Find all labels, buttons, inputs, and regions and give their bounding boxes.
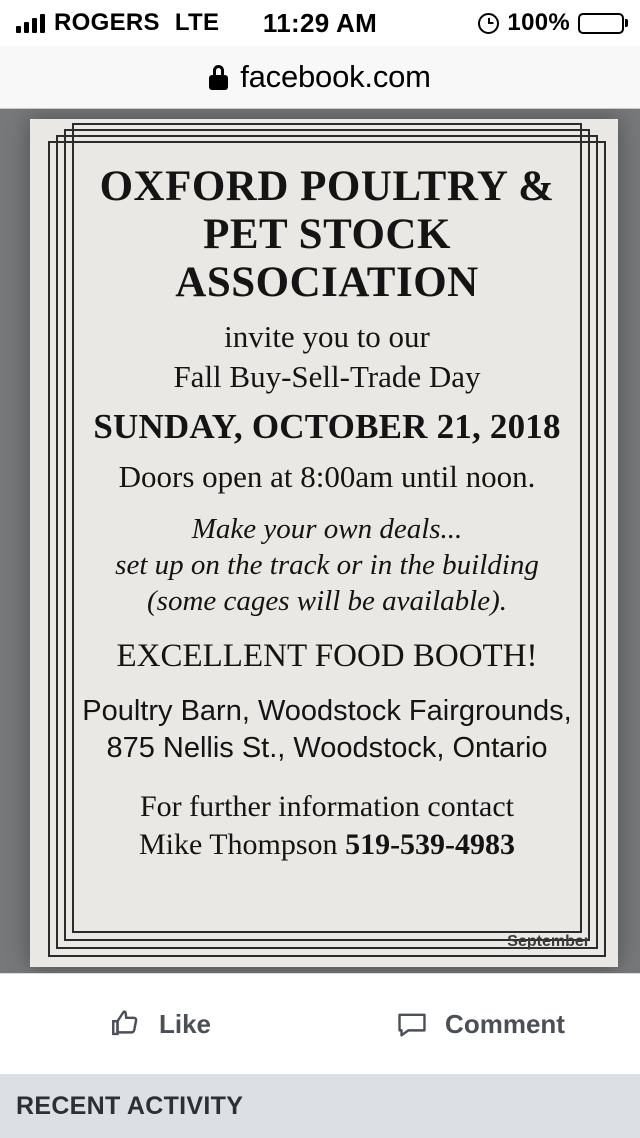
poster-contact-name: Mike Thompson	[138, 828, 346, 862]
comment-label: Comment	[445, 1008, 565, 1039]
poster-org-line1: OXFORD POULTRY &	[99, 163, 555, 210]
poster-deals	[82, 511, 572, 620]
speech-bubble-icon	[395, 1007, 429, 1041]
like-button[interactable]	[0, 1007, 320, 1041]
status-bar-left	[16, 9, 263, 37]
poster-contact-line2	[82, 826, 572, 864]
poster-doors-time: Doors open at 8:00am until noon.	[118, 458, 536, 494]
post-photo[interactable]	[0, 109, 640, 973]
lock-icon	[209, 65, 228, 90]
battery-full-icon	[578, 13, 624, 34]
battery-percent-label: 100%	[507, 9, 571, 36]
status-bar-right	[377, 9, 624, 37]
poster-contact	[82, 788, 572, 865]
poster-invite-line2: Fall Buy-Sell-Trade Day	[173, 359, 481, 395]
poster-contact-phone: 519-539-4983	[345, 828, 516, 862]
poster-deals-line3: (some cages will be available).	[147, 585, 507, 618]
poster-paper	[30, 119, 618, 967]
poster-address-line2: 875 Nellis St., Woodstock, Ontario	[106, 732, 548, 765]
poster-deals-line1: Make your own deals...	[191, 512, 463, 545]
poster-invite	[82, 317, 572, 396]
poster-invite-line1: invite you to our	[224, 319, 430, 355]
alarm-clock-icon	[478, 13, 499, 34]
poster-org-name	[82, 163, 572, 307]
post-action-bar	[0, 973, 640, 1074]
network-type-label: LTE	[174, 9, 220, 36]
poster-org-line2: PET STOCK	[203, 211, 451, 259]
poster-event-date: SUNDAY, OCTOBER 21, 2018	[93, 406, 561, 446]
poster-text-block	[82, 163, 572, 865]
thumbs-up-icon	[109, 1007, 143, 1041]
poster-org-line3: ASSOCIATION	[175, 259, 479, 307]
carrier-label: ROGERS	[54, 9, 160, 36]
clock-label: 11:29 AM	[262, 7, 378, 38]
poster-address-line1: Poultry Barn, Woodstock Fairgrounds,	[82, 694, 572, 727]
browser-address-bar[interactable]	[0, 46, 640, 109]
comment-button[interactable]	[320, 1007, 640, 1041]
recent-activity-label: RECENT ACTIVITY	[16, 1091, 244, 1120]
signal-bars-icon	[16, 13, 45, 33]
recent-activity-header	[0, 1074, 640, 1138]
poster-address	[82, 693, 572, 768]
address-bar-url[interactable]: facebook.com	[240, 59, 431, 94]
poster-deals-line2: set up on the track or in the building	[115, 549, 539, 582]
status-bar	[0, 0, 640, 46]
like-label: Like	[158, 1008, 212, 1039]
poster-food-booth: EXCELLENT FOOD BOOTH!	[116, 637, 538, 674]
poster-contact-line1: For further information contact	[139, 789, 515, 823]
poster-corner-note: September	[507, 933, 590, 950]
